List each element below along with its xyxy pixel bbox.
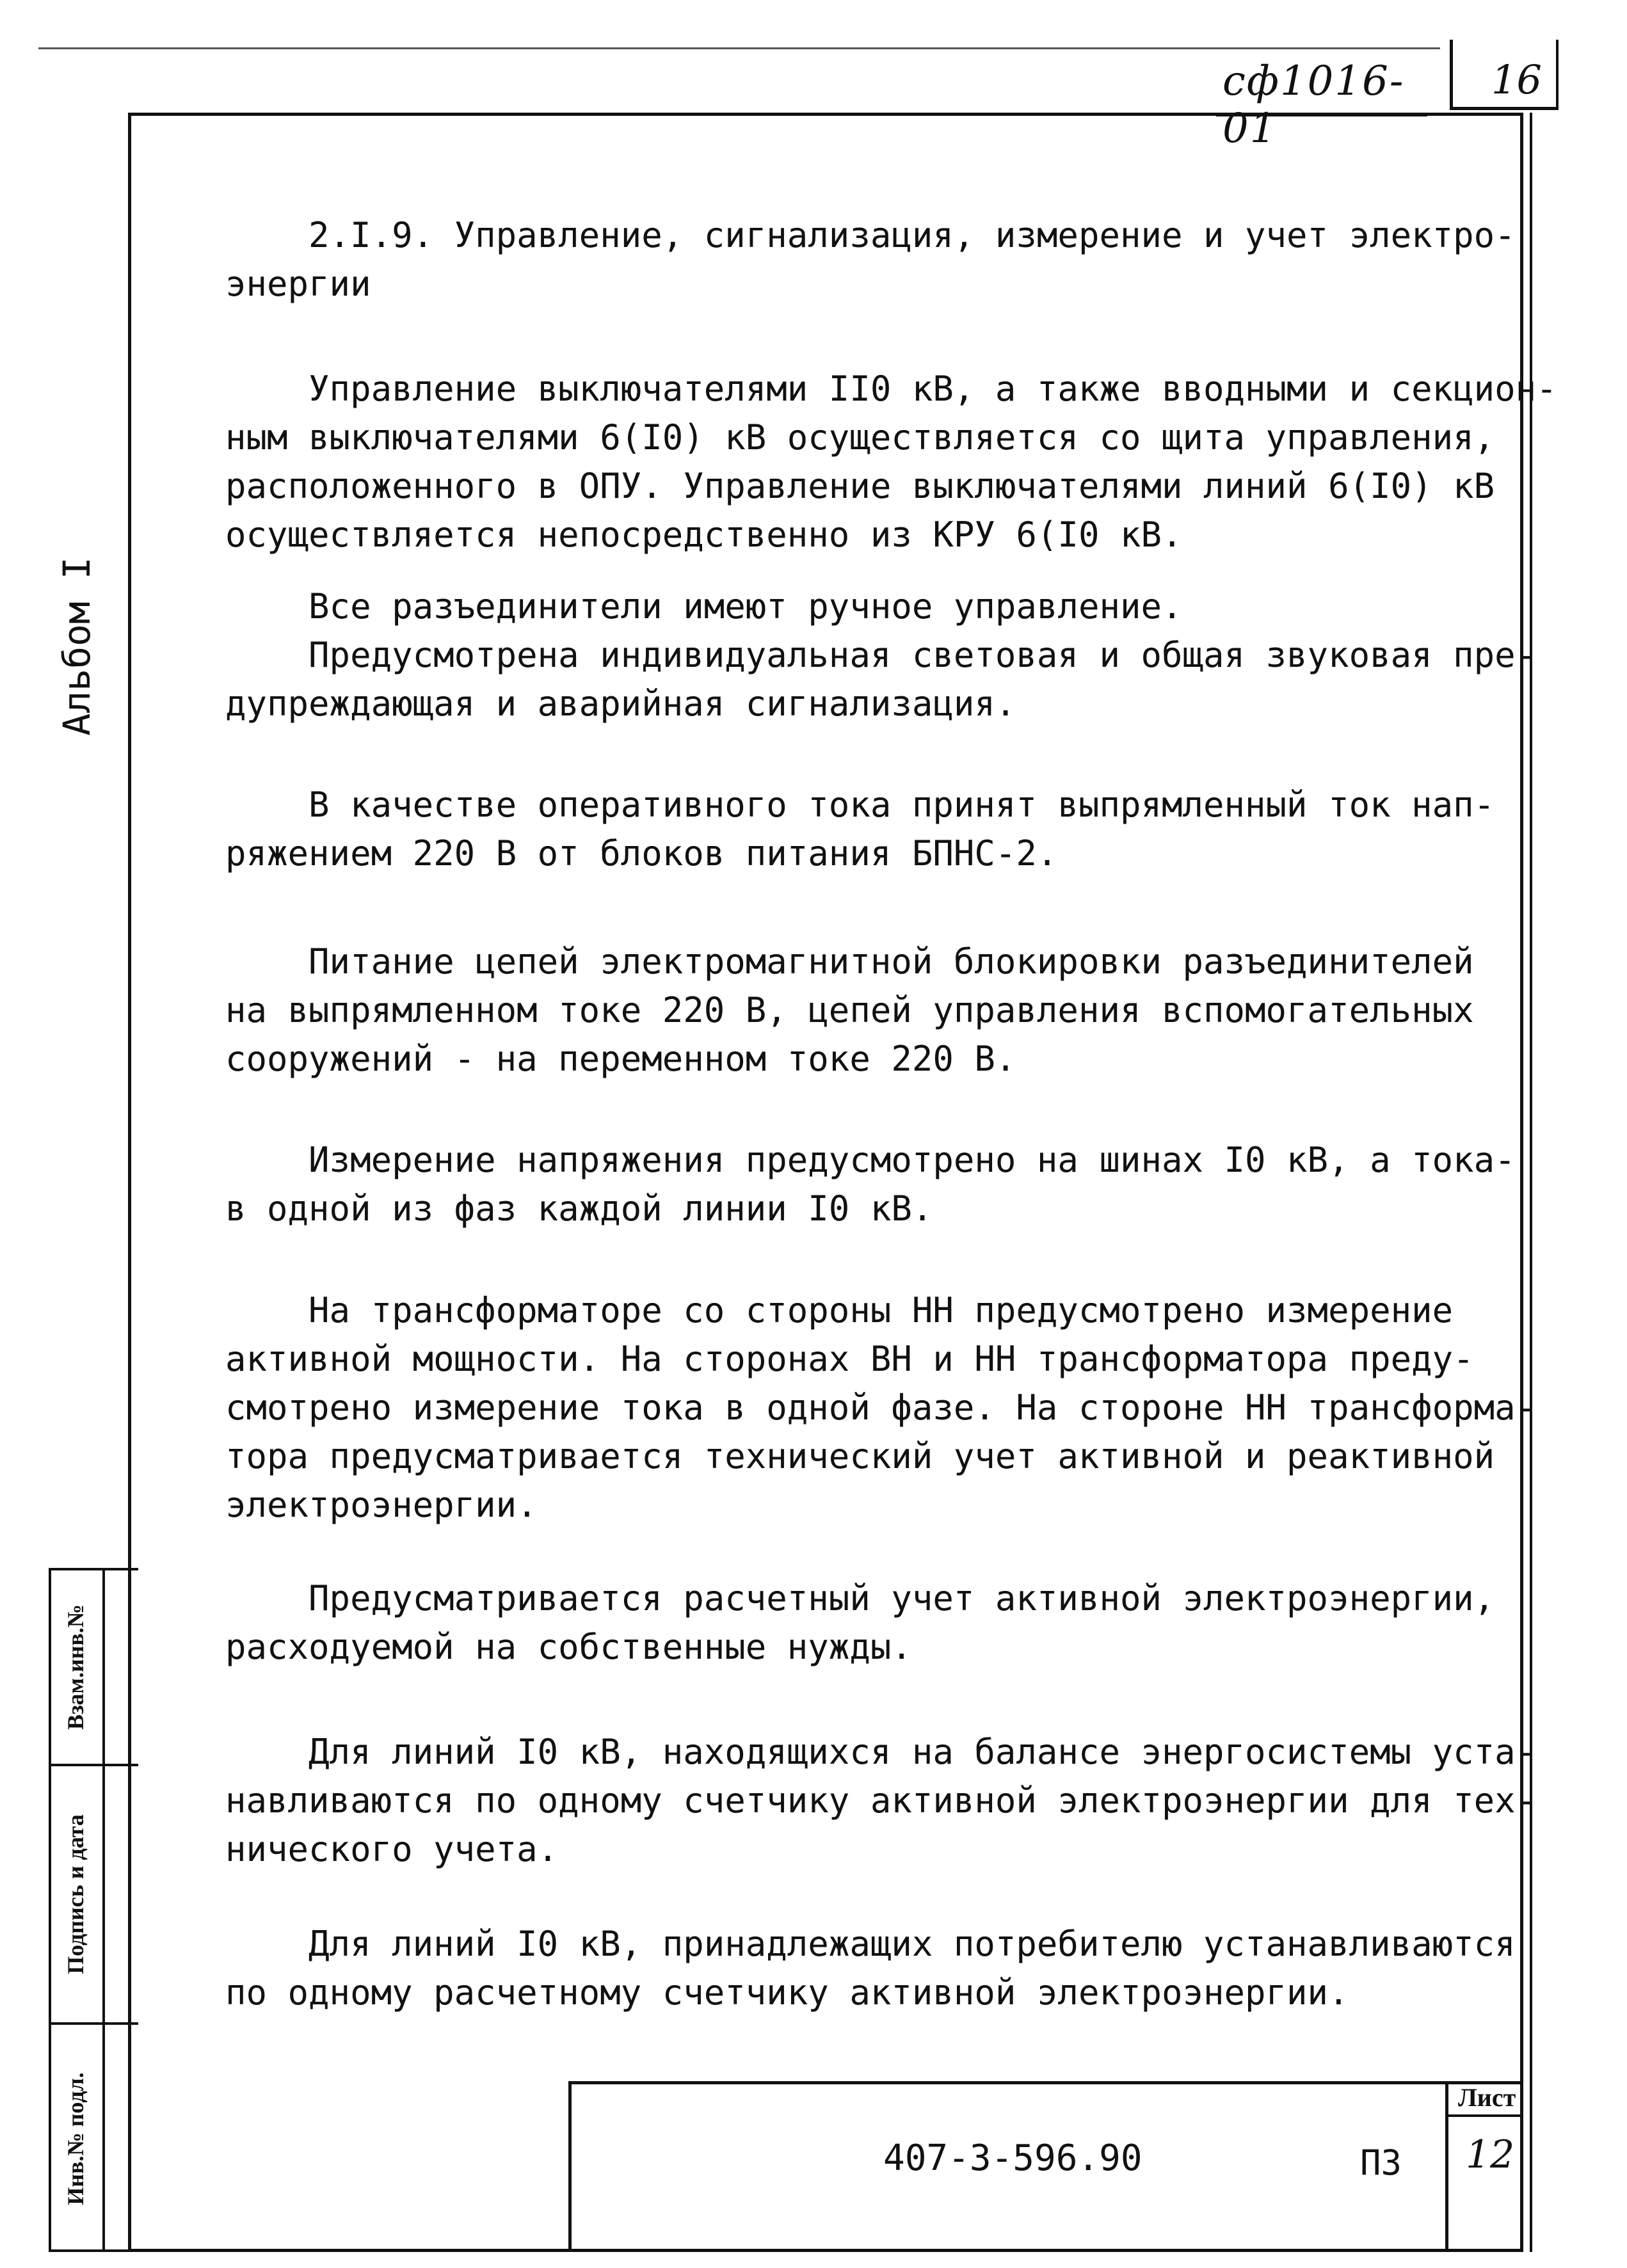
text-line: электроэнергии. <box>225 1485 538 1525</box>
text-line: Измерение напряжения предусмотрено на шинах I0 кВ, а тока- <box>225 1140 1516 1180</box>
page-frame-right-edge <box>1530 113 1532 2252</box>
text-line: дупреждающая и аварийная сигнализация. <box>225 683 1016 724</box>
sheet-number: 12 <box>1466 2132 1515 2177</box>
stamp-label-signature: Подпись и дата <box>63 1814 88 1974</box>
stamp-cell-signature <box>49 1766 102 2022</box>
text-line: активной мощности. На сторонах ВН и НН трансформатора преду- <box>225 1339 1474 1379</box>
album-label: Альбом I <box>55 557 99 736</box>
paragraph <box>225 781 1499 878</box>
text-line: навливаются по одному счетчику активной электроэнергии для тех- <box>225 1780 1537 1821</box>
text-line: Все разъединители имеют ручное управление. <box>225 586 1183 627</box>
text-line: ряжением 220 В от блоков питания БПНС-2. <box>225 833 1058 874</box>
paragraph <box>225 938 1499 1083</box>
paragraph <box>225 1728 1537 1874</box>
title-block-divider <box>1445 2081 1448 2252</box>
paragraph <box>225 1286 1537 1529</box>
text-line: тора предусматривается технический учет активной и реактивной <box>225 1436 1495 1476</box>
handwritten-doc-code: сф1016-01 <box>1222 58 1405 152</box>
sheet-label: Лист <box>1458 2083 1516 2112</box>
text-line: по одному расчетному счетчику активной электроэнергии. <box>225 1972 1349 2013</box>
paragraph <box>225 1574 1499 1672</box>
text-line: на выпрямленном токе 220 В, цепей управления вспомогательных <box>225 990 1474 1030</box>
text-line: расположенного в ОПУ. Управление выключателями линий 6(I0) кВ <box>225 466 1495 506</box>
text-line: Питание цепей электромагнитной блокировки разъединителей <box>225 941 1474 982</box>
stamp-inner-line <box>102 1568 105 2252</box>
text-line: в одной из фаз каждой линии I0 кВ. <box>225 1188 933 1229</box>
top-sheet-number: 16 <box>1491 56 1542 103</box>
paragraph <box>225 582 1537 728</box>
scan-edge-line <box>38 47 1440 49</box>
text-line: Предусмотрена индивидуальная световая и общая звуковая пре- <box>225 635 1537 675</box>
text-line: сооружений - на переменном токе 220 В. <box>225 1039 1016 1079</box>
text-line: смотрено измерение тока в одной фазе. На стороне НН трансформа- <box>225 1387 1537 1428</box>
text-line: расходуемой на собственные нужды. <box>225 1627 912 1667</box>
side-label <box>38 550 115 742</box>
text-line: энергии <box>225 264 371 304</box>
stamp-cell-original <box>49 2025 102 2252</box>
text-line: Предусматривается расчетный учет активной электроэнергии, <box>225 1578 1495 1618</box>
paragraph <box>225 1920 1516 2017</box>
stamp-cell-replacement <box>49 1570 102 1764</box>
document-number: 407-3-596.90 <box>883 2137 1142 2179</box>
text-line: Управление выключателями II0 кВ, а также вводными и секцион- <box>225 369 1557 409</box>
stamp-label-replacement: Взам.инв.№ <box>63 1604 88 1730</box>
text-line: 2.I.9. Управление, сигнализация, измерение и учет электро- <box>225 215 1516 255</box>
document-type: ПЗ <box>1360 2143 1402 2183</box>
paragraph <box>225 211 1516 308</box>
text-line: На трансформаторе со стороны НН предусмотрено измерение <box>225 1290 1454 1330</box>
text-line: Для линий I0 кВ, принадлежащих потребителю устанавливаются <box>225 1924 1516 1964</box>
text-line: ным выключателями 6(I0) кВ осуществляется со щита управления, <box>225 417 1495 458</box>
text-line: нического учета. <box>225 1829 559 1869</box>
paragraph <box>225 365 1557 559</box>
text-line: Для линий I0 кВ, находящихся на балансе энергосистемы уста- <box>225 1732 1537 1772</box>
text-line: В качестве оперативного тока принят выпрямленный ток нап- <box>225 785 1495 825</box>
paragraph <box>225 1136 1516 1233</box>
text-line: осуществляется непосредственно из КРУ 6(I0 кВ. <box>225 515 1183 555</box>
title-block-sheet-divider <box>1445 2114 1523 2117</box>
stamp-label-original: Инв.№ подл. <box>63 2072 88 2205</box>
